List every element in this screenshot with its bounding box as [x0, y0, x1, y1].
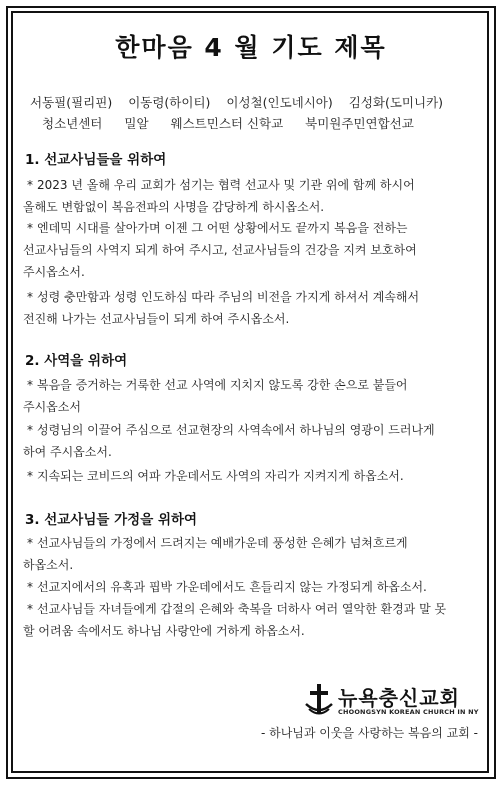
church-name: 뉴욕충신교회 — [338, 686, 460, 710]
prayer-item: * 선교지에서의 유혹과 핍박 가운데에서도 흔들리지 않는 가정되게 하옵소서. — [23, 576, 478, 598]
missionary-name: 서동필(필리핀) — [30, 95, 113, 110]
bullet-star: * — [27, 423, 33, 437]
bullet-star: * — [27, 378, 33, 392]
ministry-name: 밀알 — [124, 116, 149, 131]
section-1-title: 1. 선교사님들을 위하여 — [25, 152, 167, 168]
bullet-star: * — [27, 290, 33, 304]
bullet-star: * — [27, 536, 33, 550]
page-title: 한마음 4 월 기도 제목 — [115, 33, 387, 62]
prayer-item: * 선교사님들 자녀들에게 갑절의 은혜와 축복을 더하사 여러 열악한 환경과 말 못 할 어려움 속에서도 하나님 사랑안에 거하게 하옵소서. — [23, 598, 478, 642]
missionary-list — [30, 92, 480, 134]
bullet-star: * — [27, 469, 33, 483]
prayer-item: * 엔데믹 시대를 살아가며 이젠 그 어떤 상황에서도 끝까지 복음을 전하는 선교사님들의 사역지 되게 하여 주시고, 선교사님들의 건강을 지켜 보호하여 주시옵소서. — [23, 217, 478, 283]
bullet-star: * — [27, 221, 33, 235]
prayer-item: * 성령 충만함과 성령 인도하심 따라 주님의 비전을 가지게 하셔서 계속해서 전진해 나가는 선교사님들이 되게 하여 주시옵소서. — [23, 286, 478, 330]
prayer-item: * 선교사님들의 가정에서 드려지는 예배가운데 풍성한 은혜가 넘쳐흐르게 하옵소서. — [23, 532, 478, 576]
church-logo — [300, 680, 479, 724]
prayer-item: * 복음을 증거하는 거룩한 선교 사역에 지치지 않도록 강한 손으로 붙들어 주시옵소서 — [23, 374, 478, 418]
missionary-line-1 — [30, 92, 480, 113]
section-2-title: 2. 사역을 위하여 — [25, 353, 128, 369]
section-3-title: 3. 선교사님들 가정을 위하여 — [25, 512, 198, 528]
church-english-name: CHOONGSYN KOREAN CHURCH IN NY — [338, 708, 479, 716]
missionary-name: 이동령(하이티) — [128, 95, 211, 110]
cross-icon — [304, 682, 334, 718]
ministry-name: 북미원주민연합선교 — [305, 116, 414, 131]
bullet-star: * — [27, 178, 33, 192]
prayer-item: * 성령님의 이끌어 주심으로 선교현장의 사역속에서 하나님의 영광이 드러나게 하여 주시옵소서. — [23, 419, 478, 463]
missionary-name: 김성화(도미니카) — [348, 95, 444, 110]
missionary-line-2 — [30, 113, 480, 134]
missionary-name: 이성철(인도네시아) — [226, 95, 333, 110]
prayer-item: * 지속되는 코비드의 여파 가운데서도 사역의 자리가 지켜지게 하옵소서. — [23, 465, 478, 487]
ministry-name: 청소년센터 — [42, 116, 103, 131]
bullet-star: * — [27, 580, 33, 594]
prayer-item: * 2023 년 올해 우리 교회가 섬기는 협력 선교사 및 기관 위에 함께 하시어 올해도 변함없이 복음전파의 사명을 감당하게 하시옵소서. — [23, 174, 478, 218]
church-motto: - 하나님과 이웃을 사랑하는 복음의 교회 - — [260, 726, 478, 740]
ministry-name: 웨스트민스터 신학교 — [170, 116, 284, 131]
bullet-star: * — [27, 602, 33, 616]
